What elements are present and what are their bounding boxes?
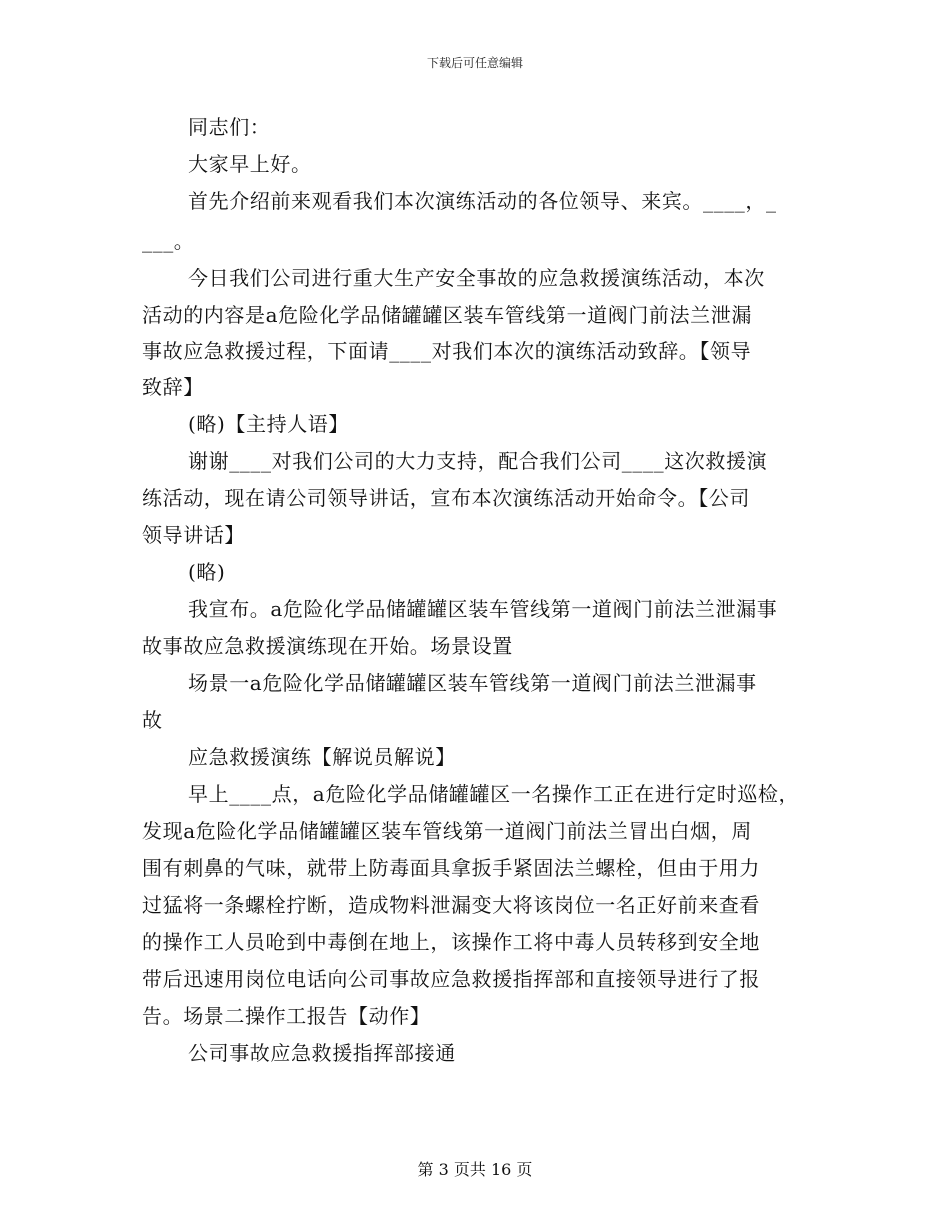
page-header-note: 下载后可任意编辑: [426, 56, 523, 70]
text-line: 应急救援演练【解说员解说】: [188, 745, 456, 769]
text-line: 场景一a危险化学品储罐罐区装车管线第一道阀门前法兰泄漏事: [188, 671, 757, 695]
text-line: 首先介绍前来观看我们本次演练活动的各位领导、来宾。____，_: [188, 189, 777, 213]
text-line: (略)【主持人语】: [188, 412, 350, 436]
text-line: 过猛将一条螺栓拧断，造成物料泄漏变大将该岗位一名正好前来查看: [142, 893, 760, 917]
text-line: 致辞】: [142, 375, 204, 399]
text-line: 今日我们公司进行重大生产安全事故的应急救援演练活动，本次: [188, 266, 765, 290]
text-line: ___。: [142, 229, 195, 253]
text-line: 活动的内容是a危险化学品储罐罐区装车管线第一道阀门前法兰泄漏: [142, 303, 752, 327]
text-line: 故: [142, 708, 163, 732]
text-line: 事故应急救援过程，下面请____对我们本次的演练活动致辞。【领导: [142, 339, 752, 363]
text-line: 谢谢____对我们公司的大力支持，配合我们公司____这次救援演: [188, 449, 768, 473]
text-line: 领导讲话】: [142, 523, 245, 547]
text-line: 的操作工人员呛到中毒倒在地上，该操作工将中毒人员转移到安全地: [142, 930, 760, 954]
text-line: 告。场景二操作工报告【动作】: [142, 1004, 431, 1028]
text-line: (略): [188, 560, 226, 584]
text-line: 我宣布。a危险化学品储罐罐区装车管线第一道阀门前法兰泄漏事: [188, 597, 778, 621]
text-line: 围有刺鼻的气味，就带上防毒面具拿扳手紧固法兰螺栓，但由于用力: [142, 856, 760, 880]
text-line: 故事故应急救援演练现在开始。场景设置: [142, 634, 513, 658]
text-line: 带后迅速用岗位电话向公司事故应急救援指挥部和直接领导进行了报: [142, 967, 760, 991]
page-number: 第 3 页共 16 页: [417, 1160, 533, 1179]
text-line: 同志们：: [188, 115, 271, 139]
text-line: 早上____点，a危险化学品储罐罐区一名操作工正在进行定时巡检，: [188, 782, 800, 806]
text-line: 练活动，现在请公司领导讲话，宣布本次演练活动开始命令。【公司: [142, 486, 750, 510]
text-line: 发现a危险化学品储罐罐区装车管线第一道阀门前法兰冒出白烟，周: [142, 819, 752, 843]
text-line: 公司事故应急救援指挥部接通: [188, 1041, 456, 1065]
text-line: 大家早上好。: [188, 152, 312, 176]
